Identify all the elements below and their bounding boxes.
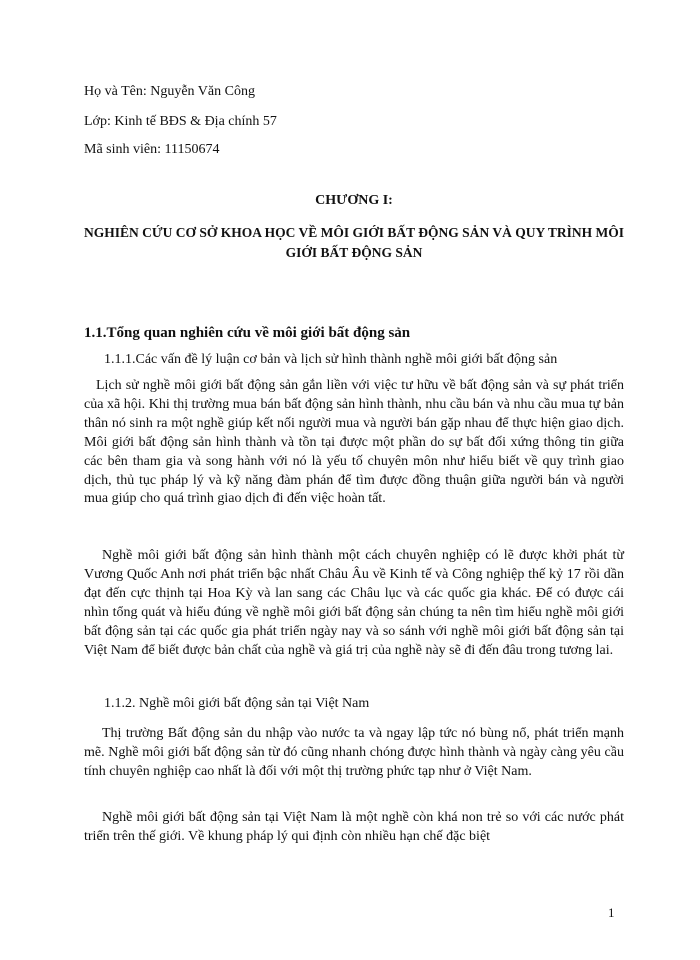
paragraph-2: Nghề môi giới bất động sản hình thành một cách chuyên nghiệp có lẽ được khởi phát từ Vương Quốc Anh nơi phát triển bậc nhất Châu Âu về Kinh tế và Công nghiệp thế kỷ 17 rồi dần đạt đến cực thịnh tại Hoa Kỳ và lan sang các Châu lục và các quốc gia khác. Để có được cái nhìn tổng quát và hiểu đúng về nghề môi giới bất động sản chúng ta nên tìm hiểu nghề môi giới bất động sản tại các quốc gia phát triển ngày nay và so sánh với nghề môi giới bất động sản tại Việt Nam để biết được bản chất của nghề và giá trị của nghề này sẽ đi đến đâu trong tương lai. bbox=[84, 548, 624, 658]
paragraph-3: Thị trường Bất động sản du nhập vào nước ta và ngay lập tức nó bùng nổ, phát triển mạnh mẽ. Nghề môi giới bất động sản từ đó cũng nhanh chóng được hình thành và ngày càng yêu cầu tính chuyên nghiệp cao nhất là đối với một thị trường phức tạp như ở Việt Nam. bbox=[84, 726, 624, 779]
subsection-heading-1-1-1: 1.1.1.Các vấn đề lý luận cơ bản và lịch sử hình thành nghề môi giới bất động sản bbox=[104, 352, 558, 367]
student-class: Lớp: Kinh tế BĐS & Địa chính 57 bbox=[84, 114, 277, 129]
page-number: 1 bbox=[608, 905, 615, 920]
paragraph-4: Nghề môi giới bất động sản tại Việt Nam là một nghề còn khá non trẻ so với các nước phát triển trên thế giới. Về khung pháp lý qui định còn nhiều hạn chế đặc biệt bbox=[84, 810, 624, 844]
section-heading-1-1: 1.1.Tổng quan nghiên cứu về môi giới bất động sản bbox=[84, 325, 411, 341]
chapter-label: CHƯƠNG I: bbox=[315, 193, 393, 208]
subsection-heading-1-1-2: 1.1.2. Nghề môi giới bất động sản tại Việt Nam bbox=[104, 696, 370, 711]
paragraph-1: Lịch sử nghề môi giới bất động sản gắn liền với việc tư hữu về bất động sản và sự phát triển của xã hội. Khi thị trường mua bán bất động sản hình thành, nhu cầu bán và nhu cầu mua tự bản thân nó sinh ra một nghề giúp kết nối người mua và người bán gặp nhau để thực hiện giao dịch. Môi giới bất động sản hình thành và tồn tại được một phần do sự bất đối xứng thông tin giữa các bên tham gia và song hành với nó là yếu tố chuyên môn như hiểu biết về quy trình giao dịch, thủ tục pháp lý và kỹ năng đàm phán để tìm được đồng thuận giữa người bán và người mua giúp cho quá trình giao dịch đi đến việc hoàn tất. bbox=[84, 378, 624, 507]
chapter-title: NGHIÊN CỨU CƠ SỞ KHOA HỌC VỀ MÔI GIỚI BẤT ĐỘNG SẢN VÀ QUY TRÌNH MÔI GIỚI BẤT ĐỘNG SẢN bbox=[84, 225, 624, 260]
student-name: Họ và Tên: Nguyễn Văn Công bbox=[84, 84, 255, 99]
student-id: Mã sinh viên: 11150674 bbox=[84, 142, 220, 157]
